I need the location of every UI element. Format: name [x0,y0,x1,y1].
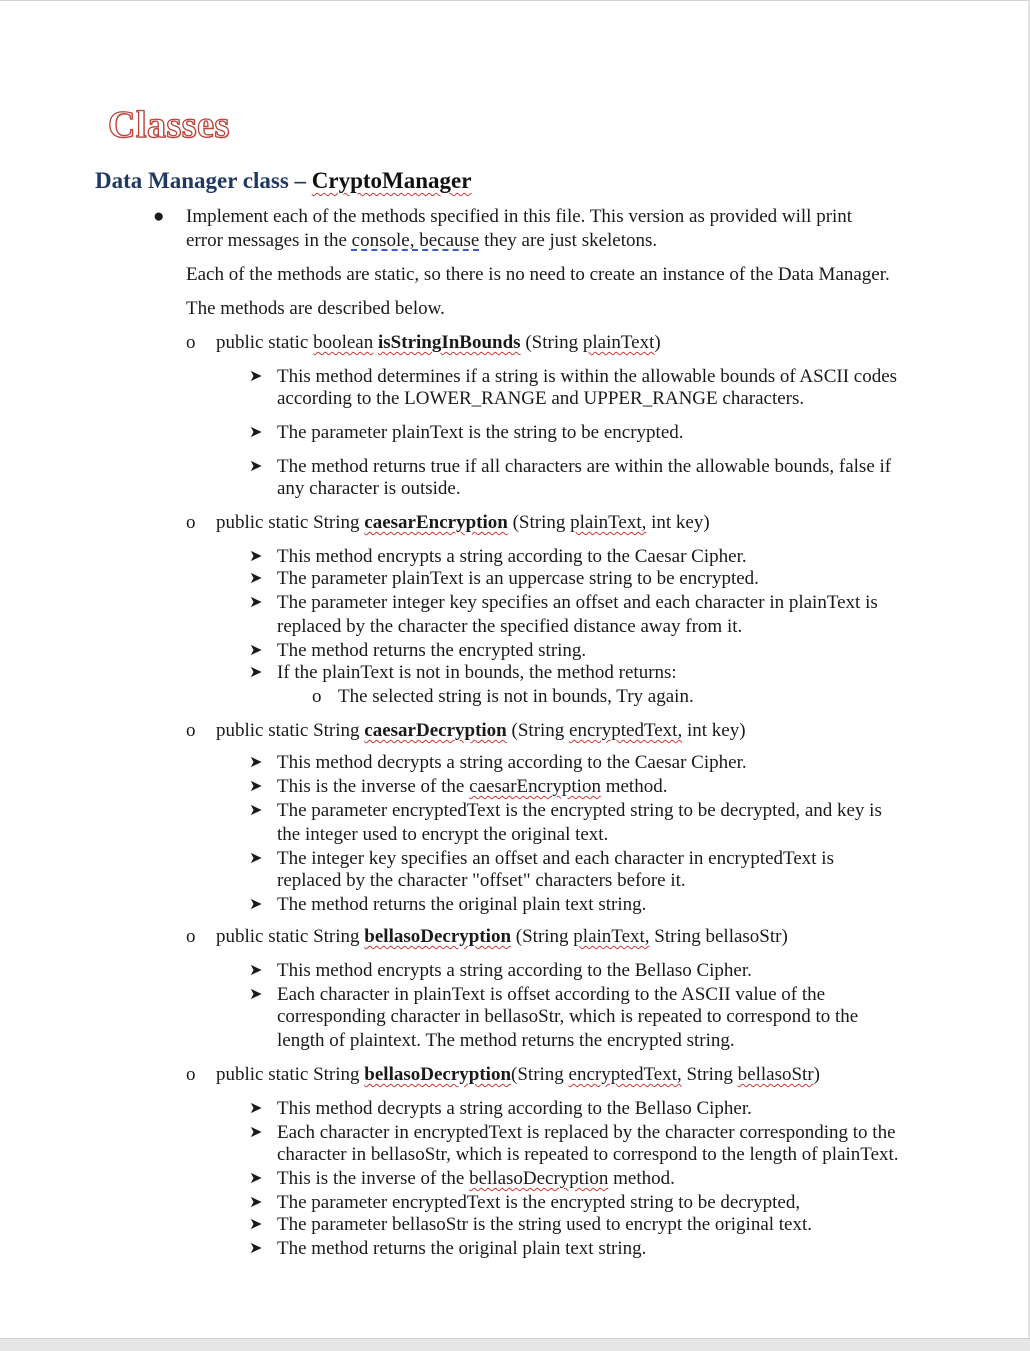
intro-line-1: Implement each of the methods specified in this file. This version as provided will print [186,206,853,227]
desc-line: The method returns the original plain text string. [277,1238,647,1259]
subheading-dash: – [294,168,307,193]
sig-part: int key) [646,512,710,533]
desc-line: If the plainText is not in bounds, the method returns: [277,662,677,683]
desc-line: corresponding character in bellasoStr, which is repeated to correspond to the [277,1006,859,1027]
intro-para-2: Each of the methods are static, so there is no need to create an instance of the Data Manager. [186,264,890,285]
desc-sub-line: The selected string is not in bounds, Try again. [338,686,694,707]
arrow-bullet-icon: ➤ [249,850,263,867]
desc-line: This method encrypts a string according to the Bellaso Cipher. [277,960,752,981]
arrow-bullet-icon: ➤ [249,424,263,441]
arrow-bullet-icon: ➤ [249,1194,263,1211]
sig-part: public static String [216,512,365,533]
desc-line: The method returns true if all characters are within the allowable bounds, false if [277,456,892,477]
method-name: bellasoDecryption [364,926,512,947]
method-signature-bellaso-2 [216,1063,820,1087]
bullet-dot-icon: ● [153,206,165,227]
arrow-bullet-icon: ➤ [249,1240,263,1257]
arrow-bullet-icon: ➤ [249,802,263,819]
desc-line: the integer used to encrypt the original text. [277,824,609,845]
circle-bullet-icon: o [186,512,196,533]
desc-part: method. [608,1168,675,1189]
arrow-bullet-icon: ➤ [249,1124,263,1141]
sig-part: public static String [216,926,365,947]
desc-line: replaced by the character "offset" characters before it. [277,870,686,891]
sig-part: public static String [216,1064,365,1085]
desc-line: The parameter integer key specifies an offset and each character in plainText is [277,592,878,613]
desc-line: replaced by the character the specified distance away from it. [277,616,743,637]
arrow-bullet-icon: ➤ [249,986,263,1003]
desc-line: This method determines if a string is within the allowable bounds of ASCII codes [277,366,898,387]
desc-line: Each character in plainText is offset according to the ASCII value of the [277,984,826,1005]
sig-part: int key) [682,720,746,741]
sig-part: (String [507,512,571,533]
sig-part: (String [506,720,570,741]
arrow-bullet-icon: ➤ [249,1170,263,1187]
subheading-prefix: Data Manager class [95,168,289,193]
arrow-bullet-icon: ➤ [249,754,263,771]
circle-bullet-icon: o [312,686,322,707]
desc-line: This method encrypts a string according to the Caesar Cipher. [277,546,747,567]
intro-line-2-a: error messages in the [186,230,352,251]
desc-line: The parameter bellasoStr is the string used to encrypt the original text. [277,1214,813,1235]
arrow-bullet-icon: ➤ [249,962,263,979]
sig-part: (String [511,1064,569,1085]
sig-part: boolean [313,332,374,353]
circle-bullet-icon: o [186,926,196,947]
page-top-border [0,0,1030,1]
arrow-bullet-icon: ➤ [249,1100,263,1117]
arrow-bullet-icon: ➤ [249,642,263,659]
sig-part: ) [813,1064,820,1085]
circle-bullet-icon: o [186,1064,196,1085]
sig-part: encryptedText, [569,720,683,741]
arrow-bullet-icon: ➤ [249,368,263,385]
method-signature-bellaso-1 [216,925,788,949]
desc-line: The method returns the encrypted string. [277,640,587,661]
method-signature-caesardecryption [216,719,746,743]
heading-classes: Classes [108,104,230,146]
sig-part: (String [511,926,574,947]
arrow-bullet-icon: ➤ [249,458,263,475]
arrow-bullet-icon: ➤ [249,778,263,795]
sig-part: plainText, [570,512,647,533]
desc-line: The parameter plainText is the string to be encrypted. [277,422,684,443]
method-name: caesarDecryption [364,720,507,741]
desc-line [277,775,667,799]
sig-part: String [681,1064,738,1085]
arrow-bullet-icon: ➤ [249,1216,263,1233]
arrow-bullet-icon: ➤ [249,548,263,565]
desc-line: character in bellasoStr, which is repeated to correspond to the length of plainText. [277,1144,899,1165]
subheading-class-name: CryptoManager [311,168,472,193]
desc-line: Each character in encryptedText is replaced by the character corresponding to the [277,1122,896,1143]
sig-part: String bellasoStr) [649,926,788,947]
intro-line-2 [186,229,657,253]
sig-part: encryptedText, [568,1064,682,1085]
circle-bullet-icon: o [186,332,196,353]
desc-line: The integer key specifies an offset and each character in encryptedText is [277,848,834,869]
desc-line: This method decrypts a string according to the Caesar Cipher. [277,752,747,773]
sig-part: public static String [216,720,365,741]
arrow-bullet-icon: ➤ [249,664,263,681]
arrow-bullet-icon: ➤ [249,594,263,611]
desc-line: any character is outside. [277,478,461,499]
desc-line: according to the LOWER_RANGE and UPPER_RANGE characters. [277,388,805,409]
method-name: bellasoDecryption [364,1064,512,1085]
circle-bullet-icon: o [186,720,196,741]
method-signature-isstringinbounds [216,331,661,355]
arrow-bullet-icon: ➤ [249,570,263,587]
desc-line: This method decrypts a string according to the Bellaso Cipher. [277,1098,752,1119]
method-name: caesarEncryption [364,512,508,533]
sig-part: plainText [582,332,655,353]
desc-part: This is the inverse of the [277,776,470,797]
intro-line-2-c: they are just skeletons. [479,230,658,251]
sig-part: plainText, [573,926,650,947]
desc-line: The parameter encryptedText is the encrypted string to be decrypted, and key is [277,800,882,821]
intro-para-3: The methods are described below. [186,298,445,319]
method-signature-caesarencryption [216,511,710,535]
sig-part: bellasoStr [737,1064,814,1085]
desc-line: The parameter plainText is an uppercase string to be encrypted. [277,568,759,589]
method-name: isStringInBounds [378,332,521,353]
sig-part: (String [520,332,583,353]
desc-part: method. [600,776,668,797]
desc-part: caesarEncryption [469,776,601,797]
desc-line: The parameter encryptedText is the encrypted string to be decrypted, [277,1192,801,1213]
arrow-bullet-icon: ➤ [249,896,263,913]
desc-line: length of plaintext. The method returns the encrypted string. [277,1030,735,1051]
desc-part: bellasoDecryption [469,1168,609,1189]
sig-part: public static [216,332,314,353]
desc-part: This is the inverse of the [277,1168,470,1189]
page-bottom-edge [0,1338,1030,1351]
subheading-data-manager [95,166,471,196]
desc-line [277,1167,675,1191]
desc-line: The method returns the original plain text string. [277,894,647,915]
sig-part: ) [654,332,661,353]
intro-line-2-flagged: console, because [351,230,480,251]
